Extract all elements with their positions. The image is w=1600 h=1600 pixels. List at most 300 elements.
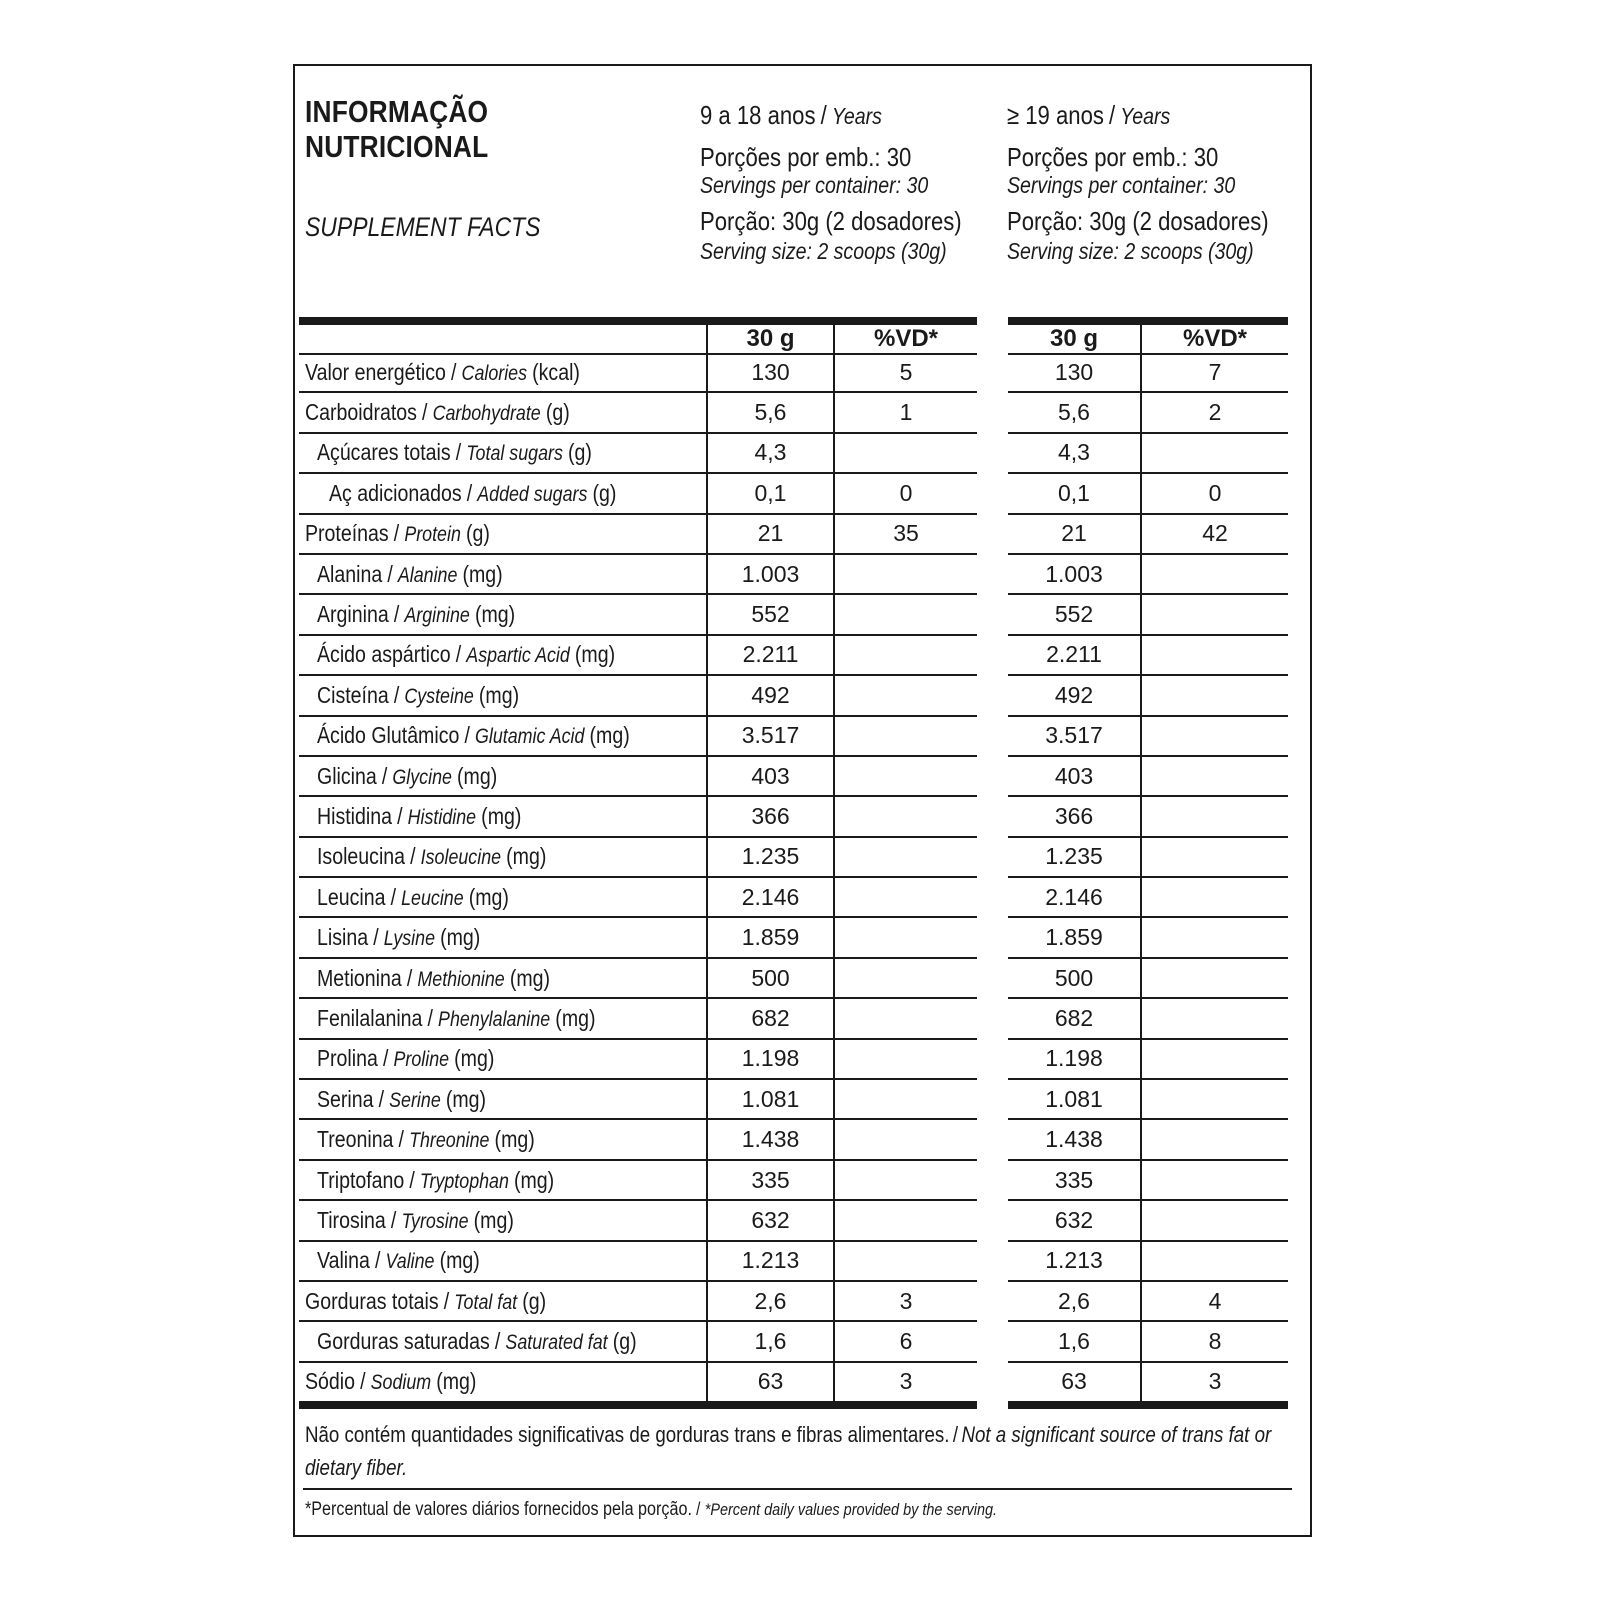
column-gap — [977, 1242, 1008, 1282]
amount-cell-g2: 63 — [1008, 1363, 1142, 1409]
amount-cell-g2: 552 — [1008, 595, 1142, 635]
nutrient-name-cell — [299, 1040, 708, 1080]
slash: / — [378, 1085, 385, 1112]
column-gap — [977, 434, 1008, 474]
amount-cell-g2: 1.213 — [1008, 1242, 1142, 1282]
dv-cell-g2: 8 — [1142, 1322, 1288, 1362]
nutrient-name-cell — [299, 757, 708, 797]
dv-cell-g1 — [835, 1040, 977, 1080]
nutrient-name-en: Histidine — [407, 805, 477, 829]
nutrient-name — [317, 763, 497, 790]
nutrient-name-pt: Açúcares totais — [317, 439, 451, 466]
nutrient-name-pt: Sódio — [305, 1368, 356, 1395]
nutrient-unit: (g) — [545, 399, 570, 426]
nutrient-name-pt: Valina — [317, 1247, 370, 1274]
nutrient-name-en: Saturated fat — [505, 1331, 608, 1355]
amount-cell-g1: 4,3 — [708, 434, 835, 474]
nutrient-name-en: Cysteine — [404, 684, 474, 708]
dv-cell-g2: 7 — [1142, 353, 1288, 393]
amount-cell-g1: 63 — [708, 1363, 835, 1409]
dv-cell-g1: 3 — [835, 1282, 977, 1322]
dv-cell-g2 — [1142, 1040, 1288, 1080]
dv-cell-g1 — [835, 595, 977, 635]
age-pt-g2: ≥ 19 anos — [1007, 100, 1104, 130]
nutrient-name-cell — [299, 717, 708, 757]
slash: / — [696, 1499, 701, 1519]
nutrient-name-pt: Proteínas — [305, 520, 389, 547]
nutrient-name-en: Arginine — [404, 604, 470, 628]
nutrient-unit: (mg) — [506, 843, 547, 870]
column-gap — [977, 595, 1008, 635]
age-pt-g1: 9 a 18 anos — [700, 100, 816, 130]
dv-cell-g2 — [1142, 1080, 1288, 1120]
nutrient-name-cell — [299, 1161, 708, 1201]
column-gap — [977, 393, 1008, 433]
dv-cell-g1 — [835, 636, 977, 676]
nutrient-unit: (mg) — [474, 601, 516, 628]
amount-cell-g2: 1,6 — [1008, 1322, 1142, 1362]
dv-cell-g1: 5 — [835, 353, 977, 393]
nutrient-name — [317, 1167, 554, 1194]
nutrient-name — [317, 884, 509, 911]
slash: / — [410, 843, 416, 870]
nutrient-name-cell — [299, 1322, 708, 1362]
portion-en-text: Serving size: 2 scoops (30g) — [700, 238, 947, 264]
amount-cell-g2: 4,3 — [1008, 434, 1142, 474]
nutrient-name-pt: Carboidratos — [305, 399, 417, 426]
nutrient-name-cell — [299, 515, 708, 555]
servings-en-g2 — [1007, 174, 1276, 197]
dv-cell-g1: 1 — [835, 393, 977, 433]
dv-cell-g2 — [1142, 959, 1288, 999]
nutrient-name — [305, 520, 490, 547]
nutrient-unit: (mg) — [514, 1166, 555, 1193]
table-row — [299, 636, 1288, 676]
slash: / — [382, 1045, 389, 1072]
nutrient-name — [317, 1126, 535, 1153]
nutrient-name-en: Proline — [393, 1048, 450, 1072]
amount-cell-g2: 1.438 — [1008, 1120, 1142, 1160]
label-subtitle-text: SUPPLEMENT FACTS — [305, 212, 541, 242]
table-row — [299, 878, 1288, 918]
slash: / — [451, 358, 457, 385]
slash: / — [1109, 100, 1116, 130]
amount-cell-g1: 500 — [708, 959, 835, 999]
portion-en-g2 — [1007, 240, 1297, 263]
amount-cell-g2: 335 — [1008, 1161, 1142, 1201]
nutrient-name — [317, 682, 519, 709]
nutrient-name-en: Tyrosine — [401, 1209, 469, 1233]
nutrient-name — [317, 439, 592, 466]
slash: / — [393, 520, 400, 547]
dv-cell-g2 — [1142, 838, 1288, 878]
amount-cell-g1: 130 — [708, 353, 835, 393]
dv-cell-g1 — [835, 838, 977, 878]
portion-pt-text: Porção: 30g (2 dosadores) — [1007, 206, 1269, 236]
nutrient-name — [317, 1247, 480, 1274]
dv-cell-g2 — [1142, 1201, 1288, 1241]
amount-cell-g1: 21 — [708, 515, 835, 555]
table-row — [299, 757, 1288, 797]
amount-cell-g2: 1.081 — [1008, 1080, 1142, 1120]
amount-cell-g1: 2.146 — [708, 878, 835, 918]
dv-cell-g1 — [835, 959, 977, 999]
slash: / — [390, 1206, 397, 1233]
nutrient-name — [305, 359, 580, 386]
slash: / — [360, 1368, 366, 1395]
nutrient-unit: (mg) — [494, 1126, 535, 1153]
amount-cell-g1: 1,6 — [708, 1322, 835, 1362]
dv-cell-g2 — [1142, 676, 1288, 716]
column-gap — [977, 515, 1008, 555]
table-row — [299, 717, 1288, 757]
dv-cell-g1 — [835, 717, 977, 757]
nutrient-name-cell — [299, 676, 708, 716]
slash: / — [422, 399, 428, 426]
servings-pt-g2 — [1007, 144, 1256, 170]
amount-cell-g2: 130 — [1008, 353, 1142, 393]
dv-cell-g2: 3 — [1142, 1363, 1288, 1409]
nutrient-name-cell — [299, 1080, 708, 1120]
nutrient-unit: (g) — [612, 1328, 637, 1355]
nutrient-name — [317, 1086, 486, 1113]
age-range-g1 — [700, 102, 914, 128]
nutrient-name-pt: Fenilalanina — [317, 1004, 423, 1031]
servings-en-text: Servings per container: 30 — [700, 172, 929, 198]
amount-cell-g2: 682 — [1008, 999, 1142, 1039]
column-gap — [977, 1363, 1008, 1409]
nutrient-name-cell — [299, 1363, 708, 1409]
servings-pt-text: Porções por emb.: 30 — [700, 142, 912, 172]
nutrient-name — [317, 924, 480, 951]
dv-cell-g1 — [835, 676, 977, 716]
column-gap — [977, 1161, 1008, 1201]
dv-cell-g2 — [1142, 1120, 1288, 1160]
nutrient-name-cell — [299, 878, 708, 918]
nutrient-unit: (mg) — [481, 802, 522, 829]
nutrient-name — [317, 1045, 494, 1072]
nutrient-name-pt: Serina — [317, 1085, 374, 1112]
table-row — [299, 393, 1288, 433]
nutrient-name-cell — [299, 959, 708, 999]
amount-cell-g1: 1.235 — [708, 838, 835, 878]
dv-cell-g1 — [835, 999, 977, 1039]
trans-fat-note — [305, 1418, 1469, 1484]
dv-cell-g2: 0 — [1142, 474, 1288, 514]
column-gap — [977, 636, 1008, 676]
nutrient-name-en: Methionine — [417, 967, 505, 991]
column-gap — [977, 959, 1008, 999]
column-gap — [977, 474, 1008, 514]
column-gap — [977, 717, 1008, 757]
label-title: INFORMAÇÃO NUTRICIONAL — [305, 94, 489, 165]
note-en: Not a significant source of trans fat or dietary fiber. — [305, 1422, 1272, 1480]
slash: / — [455, 641, 462, 668]
nutrient-name-en: Tryptophan — [419, 1169, 509, 1193]
table-row — [299, 595, 1288, 635]
nutrient-unit: (mg) — [589, 722, 630, 749]
dv-cell-g1 — [835, 1080, 977, 1120]
column-gap — [977, 353, 1008, 393]
nutrition-label — [293, 64, 1312, 1537]
table-row — [299, 1040, 1288, 1080]
amount-cell-g1: 552 — [708, 595, 835, 635]
nutrient-name — [317, 722, 630, 749]
nutrient-name-pt: Cisteína — [317, 681, 389, 708]
nutrient-name-en: Alanine — [397, 563, 458, 587]
amount-cell-g2: 632 — [1008, 1201, 1142, 1241]
column-gap — [977, 797, 1008, 837]
column-gap — [977, 757, 1008, 797]
nutrient-name-cell — [299, 474, 708, 514]
table-row — [299, 999, 1288, 1039]
nutrient-name — [305, 399, 570, 426]
nutrient-name-pt: Arginina — [317, 601, 389, 628]
amount-header-g2: 30 g — [1008, 317, 1142, 355]
table-row — [299, 555, 1288, 595]
table-row — [299, 515, 1288, 555]
nutrient-unit: (mg) — [555, 1004, 596, 1031]
nutrient-name-pt: Ácido Glutâmico — [317, 722, 460, 749]
table-row — [299, 797, 1288, 837]
amount-cell-g2: 2.211 — [1008, 636, 1142, 676]
dv-cell-g2 — [1142, 1242, 1288, 1282]
nutrient-name-pt: Tirosina — [317, 1206, 386, 1233]
nutrient-name-en: Protein — [404, 523, 461, 547]
nutrient-name-cell — [299, 1201, 708, 1241]
nutrient-name-en: Total sugars — [466, 442, 563, 466]
amount-cell-g1: 1.859 — [708, 918, 835, 958]
nutrient-name — [317, 803, 521, 830]
nutrient-name-cell — [299, 918, 708, 958]
nutrient-unit: (g) — [465, 520, 490, 547]
table-row — [299, 1161, 1288, 1201]
portion-en-text: Serving size: 2 scoops (30g) — [1007, 238, 1254, 264]
nutrient-name-en: Threonine — [409, 1129, 490, 1153]
slash: / — [373, 924, 379, 951]
amount-cell-g1: 335 — [708, 1161, 835, 1201]
dv-cell-g1: 6 — [835, 1322, 977, 1362]
slash: / — [443, 1287, 450, 1314]
nutrient-name-en: Calories — [461, 361, 528, 385]
table-header-row — [299, 317, 1288, 353]
nutrient-name-pt: Gorduras saturadas — [317, 1328, 490, 1355]
amount-cell-g2: 1.235 — [1008, 838, 1142, 878]
amount-cell-g2: 366 — [1008, 797, 1142, 837]
amount-cell-g1: 0,1 — [708, 474, 835, 514]
slash: / — [466, 479, 473, 506]
table-row — [299, 474, 1288, 514]
amount-cell-g1: 1.213 — [708, 1242, 835, 1282]
amount-cell-g1: 632 — [708, 1201, 835, 1241]
nutrient-name-pt: Treonina — [317, 1126, 394, 1153]
column-gap — [977, 1080, 1008, 1120]
column-gap — [977, 555, 1008, 595]
slash: / — [387, 560, 393, 587]
table-row — [299, 1120, 1288, 1160]
footer-divider — [303, 1488, 1292, 1490]
nutrient-name — [305, 1368, 476, 1395]
nutrient-unit: (mg) — [462, 560, 503, 587]
amount-cell-g1: 2.211 — [708, 636, 835, 676]
table-row — [299, 434, 1288, 474]
slash: / — [427, 1004, 433, 1031]
nutrient-name-cell — [299, 797, 708, 837]
table-row — [299, 1363, 1288, 1409]
dv-cell-g2 — [1142, 1161, 1288, 1201]
slash: / — [381, 762, 388, 789]
dv-cell-g1 — [835, 555, 977, 595]
nutrient-name-en: Lysine — [383, 927, 436, 951]
nutrient-unit: (mg) — [457, 762, 498, 789]
amount-cell-g1: 682 — [708, 999, 835, 1039]
amount-cell-g1: 2,6 — [708, 1282, 835, 1322]
dv-cell-g1 — [835, 757, 977, 797]
nutrient-name-cell — [299, 999, 708, 1039]
nutrient-name-en: Sodium — [370, 1371, 432, 1395]
dv-cell-g1 — [835, 918, 977, 958]
age-group-2-header — [1007, 96, 1307, 296]
column-gap — [977, 1040, 1008, 1080]
note-pt: Não contém quantidades significativas de gorduras trans e fibras alimentares. — [305, 1422, 950, 1447]
nutrient-unit: (g) — [567, 439, 592, 466]
amount-cell-g2: 0,1 — [1008, 474, 1142, 514]
nutrient-name-cell — [299, 838, 708, 878]
dv-cell-g2 — [1142, 636, 1288, 676]
nutrient-name-en: Leucine — [401, 886, 464, 910]
table-row — [299, 1080, 1288, 1120]
nutrient-name-en: Glutamic Acid — [474, 725, 585, 749]
amount-cell-g1: 366 — [708, 797, 835, 837]
portion-pt-g1 — [700, 208, 1008, 234]
nutrient-name — [317, 965, 550, 992]
nutrient-name — [317, 1005, 595, 1032]
slash: / — [393, 681, 400, 708]
slash: / — [397, 802, 403, 829]
nutrient-name-pt: Histidina — [317, 802, 392, 829]
amount-cell-g2: 2,6 — [1008, 1282, 1142, 1322]
dv-cell-g1 — [835, 1161, 977, 1201]
slash: / — [952, 1422, 959, 1447]
dv-cell-g2 — [1142, 434, 1288, 474]
dv-header-g1: %VD* — [835, 317, 977, 355]
table-row — [299, 918, 1288, 958]
slash: / — [455, 439, 462, 466]
table-row — [299, 959, 1288, 999]
nutrient-name-cell — [299, 353, 708, 393]
nutrient-name-pt: Triptofano — [317, 1166, 405, 1193]
nutrient-name-en: Aspartic Acid — [466, 644, 570, 668]
dv-cell-g1: 35 — [835, 515, 977, 555]
amount-cell-g2: 2.146 — [1008, 878, 1142, 918]
dv-cell-g2: 42 — [1142, 515, 1288, 555]
facts-table — [299, 317, 1288, 1409]
amount-cell-g1: 1.438 — [708, 1120, 835, 1160]
nutrient-name-pt: Isoleucina — [317, 843, 406, 870]
amount-cell-g2: 492 — [1008, 676, 1142, 716]
slash: / — [409, 1166, 415, 1193]
age-en-g2: Years — [1120, 103, 1171, 129]
nutrient-name-cell — [299, 1120, 708, 1160]
nutrient-name — [317, 1328, 637, 1355]
nutrient-name — [317, 561, 503, 588]
nutrient-name-cell — [299, 555, 708, 595]
nutrient-name — [329, 480, 616, 507]
nutrient-name-cell — [299, 393, 708, 433]
column-gap — [977, 1282, 1008, 1322]
table-row — [299, 1242, 1288, 1282]
dv-cell-g2 — [1142, 999, 1288, 1039]
nutrient-name — [317, 843, 546, 870]
amount-cell-g2: 1.859 — [1008, 918, 1142, 958]
nutrient-name — [317, 1207, 514, 1234]
nutrient-name-en: Carbohydrate — [432, 402, 541, 426]
dv-cell-g1 — [835, 1201, 977, 1241]
portion-en-g1 — [700, 240, 990, 263]
nutrient-unit: (g) — [592, 479, 617, 506]
dv-cell-g2: 4 — [1142, 1282, 1288, 1322]
column-gap — [977, 1120, 1008, 1160]
amount-cell-g2: 500 — [1008, 959, 1142, 999]
nutrient-name — [317, 641, 615, 668]
nutrient-unit: (kcal) — [532, 358, 580, 385]
column-gap — [977, 317, 1008, 355]
nutrient-name-pt: Gorduras totais — [305, 1287, 439, 1314]
slash: / — [464, 722, 470, 749]
nutrient-name-en: Phenylalanine — [438, 1007, 551, 1031]
amount-cell-g1: 403 — [708, 757, 835, 797]
age-range-g2 — [1007, 102, 1199, 128]
nutrient-name-en: Total fat — [454, 1290, 518, 1314]
dv-cell-g1 — [835, 1242, 977, 1282]
nutrient-unit: (mg) — [436, 1368, 477, 1395]
amount-cell-g1: 1.081 — [708, 1080, 835, 1120]
column-gap — [977, 918, 1008, 958]
amount-cell-g2: 403 — [1008, 757, 1142, 797]
nutrient-name — [317, 601, 515, 628]
slash: / — [393, 601, 400, 628]
nutrient-name-pt: Glicina — [317, 762, 377, 789]
column-gap — [977, 1201, 1008, 1241]
table-row — [299, 676, 1288, 716]
portion-pt-text: Porção: 30g (2 dosadores) — [700, 206, 962, 236]
nutrient-unit: (mg) — [454, 1045, 495, 1072]
nutrient-name-cell — [299, 434, 708, 474]
nutrient-name-en: Serine — [389, 1088, 441, 1112]
dv-cell-g1 — [835, 797, 977, 837]
nutrient-name-cell — [299, 595, 708, 635]
column-gap — [977, 676, 1008, 716]
nutrient-name-cell — [299, 1282, 708, 1322]
amount-cell-g2: 3.517 — [1008, 717, 1142, 757]
servings-en-text: Servings per container: 30 — [1007, 172, 1236, 198]
servings-pt-g1 — [700, 144, 949, 170]
amount-cell-g1: 1.003 — [708, 555, 835, 595]
dv-cell-g2 — [1142, 757, 1288, 797]
amount-cell-g2: 5,6 — [1008, 393, 1142, 433]
nutrient-name-en: Glycine — [392, 765, 452, 789]
dv-cell-g2: 2 — [1142, 393, 1288, 433]
amount-cell-g1: 492 — [708, 676, 835, 716]
amount-cell-g2: 21 — [1008, 515, 1142, 555]
nutrient-header-cell — [299, 317, 708, 355]
nutrient-name-pt: Alanina — [317, 560, 383, 587]
table-row — [299, 838, 1288, 878]
dv-cell-g2 — [1142, 918, 1288, 958]
column-gap — [977, 1322, 1008, 1362]
nutrient-name-pt: Prolina — [317, 1045, 378, 1072]
nutrient-name-en: Valine — [385, 1250, 435, 1274]
